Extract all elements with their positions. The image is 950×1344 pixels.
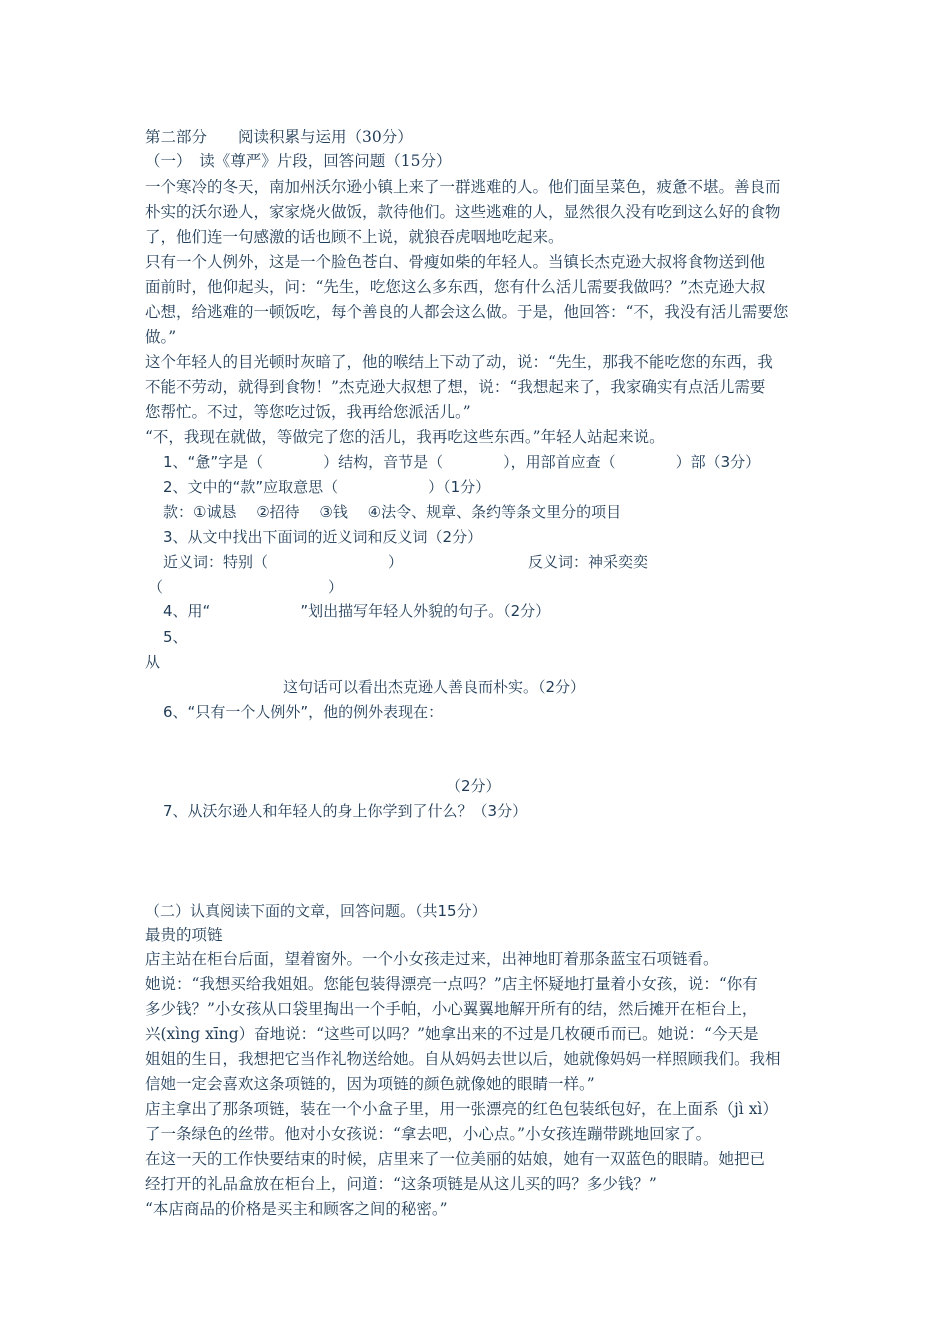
question-7: 7、从沃尔逊人和年轻人的身上你学到了什么？（3分） — [163, 802, 528, 820]
question-3-synonym: 近义词：特别（ ） — [163, 553, 404, 571]
passage-line: 了，他们连一句感激的话也顾不上说，就狼吞虎咽地吃起来。 — [145, 228, 564, 246]
question-6-score: （2分） — [446, 777, 501, 795]
section2-heading: （二）认真阅读下面的文章，回答问题。（共15分） — [145, 902, 487, 920]
question-6: 6、“只有一个人例外”，他的例外表现在： — [163, 703, 444, 721]
passage-line: 做。” — [145, 328, 177, 346]
passage-line: 信她一定会喜欢这条项链的，因为项链的颜色就像她的眼睛一样。” — [145, 1075, 595, 1093]
passage-line: 在这一天的工作快要结束的时候，店里来了一位美丽的姑娘，她有一双蓝色的眼睛。她把已 — [145, 1150, 766, 1168]
question-5-from: 从 — [145, 653, 161, 671]
passage-line: 店主拿出了那条项链，装在一个小盒子里，用一张漂亮的红色包装纸包好，在上面系（jì xì） — [145, 1100, 778, 1118]
question-1: 1、“惫”字是（ ）结构，音节是（ ），用部首应查（ ）部（3分） — [163, 453, 761, 471]
passage-line: “不，我现在就做，等做完了您的活儿，我再吃这些东西。”年轻人站起来说。 — [145, 428, 665, 446]
passage-line: 姐姐的生日，我想把它当作礼物送给她。自从妈妈去世以后，她就像妈妈一样照顾我们。我相 — [145, 1050, 781, 1068]
question-3-antonym: 反义词：神采奕奕 — [528, 553, 649, 571]
passage-line: 了一条绿色的丝带。他对小女孩说：“拿去吧，小心点。”小女孩连蹦带跳地回家了。 — [145, 1125, 712, 1143]
passage-line: 只有一个人例外，这是一个脸色苍白、骨瘦如柴的年轻人。当镇长杰克逊大叔将食物送到他 — [145, 253, 766, 271]
passage-line: “本店商品的价格是买主和顾客之间的秘密。” — [145, 1200, 448, 1218]
passage-line: 心想，给逃难的一顿饭吃，每个善良的人都会这么做。于是，他回答：“不，我没有活儿需要您 — [145, 303, 789, 321]
passage-line: 兴(xìng xīng）奋地说：“这些可以吗？”她拿出来的不过是几枚硬币而已。她说：“今天是 — [145, 1025, 759, 1043]
question-4: 4、用“ ”划出描写年轻人外貌的句子。（2分） — [163, 602, 551, 620]
question-2-options: 款：①诚恳 ②招待 ③钱 ④法令、规章、条约等条文里分的项目 — [163, 503, 622, 521]
question-5-number: 5、 — [163, 628, 188, 646]
question-5-tail: 这句话可以看出杰克逊人善良而朴实。（2分） — [283, 678, 586, 696]
section1-heading: （一） 读《尊严》片段，回答问题（15分） — [145, 152, 452, 170]
passage-line: 店主站在柜台后面，望着窗外。一个小女孩走过来，出神地盯着那条蓝宝石项链看。 — [145, 950, 719, 968]
passage-line: 您帮忙。不过，等您吃过饭，我再给您派活儿。” — [145, 403, 471, 421]
passage-line: 多少钱？”小女孩从口袋里掏出一个手帕，小心翼翼地解开所有的结，然后摊开在柜台上， — [145, 1000, 758, 1018]
part-title: 第二部分 阅读积累与运用（30分） — [145, 128, 413, 146]
question-3-antonym-blank: （ ） — [148, 578, 344, 596]
question-3: 3、从文中找出下面词的近义词和反义词（2分） — [163, 528, 483, 546]
passage-line: 经打开的礼品盒放在柜台上，问道：“这条项链是从这儿买的吗？多少钱？” — [145, 1175, 657, 1193]
passage-line: 面前时，他仰起头，问：“先生，吃您这么多东西，您有什么活儿需要我做吗？”杰克逊大叔 — [145, 278, 766, 296]
passage-line: 她说：“我想买给我姐姐。您能包装得漂亮一点吗？”店主怀疑地打量着小女孩，说：“你有 — [145, 975, 758, 993]
passage-line: 一个寒冷的冬天，南加州沃尔逊小镇上来了一群逃难的人。他们面呈菜色，疲惫不堪。善良而 — [145, 178, 781, 196]
question-2: 2、文中的“款”应取意思（ ）（1分） — [163, 478, 491, 496]
article-title: 最贵的项链 — [145, 926, 223, 944]
passage-line: 这个年轻人的目光顿时灰暗了，他的喉结上下动了动，说：“先生，那我不能吃您的东西，我 — [145, 353, 773, 371]
passage-line: 不能不劳动，就得到食物！”杰克逊大叔想了想，说：“我想起来了，我家确实有点活儿需要 — [145, 378, 766, 396]
passage-line: 朴实的沃尔逊人，家家烧火做饭，款待他们。这些逃难的人，显然很久没有吃到这么好的食物 — [145, 203, 781, 221]
